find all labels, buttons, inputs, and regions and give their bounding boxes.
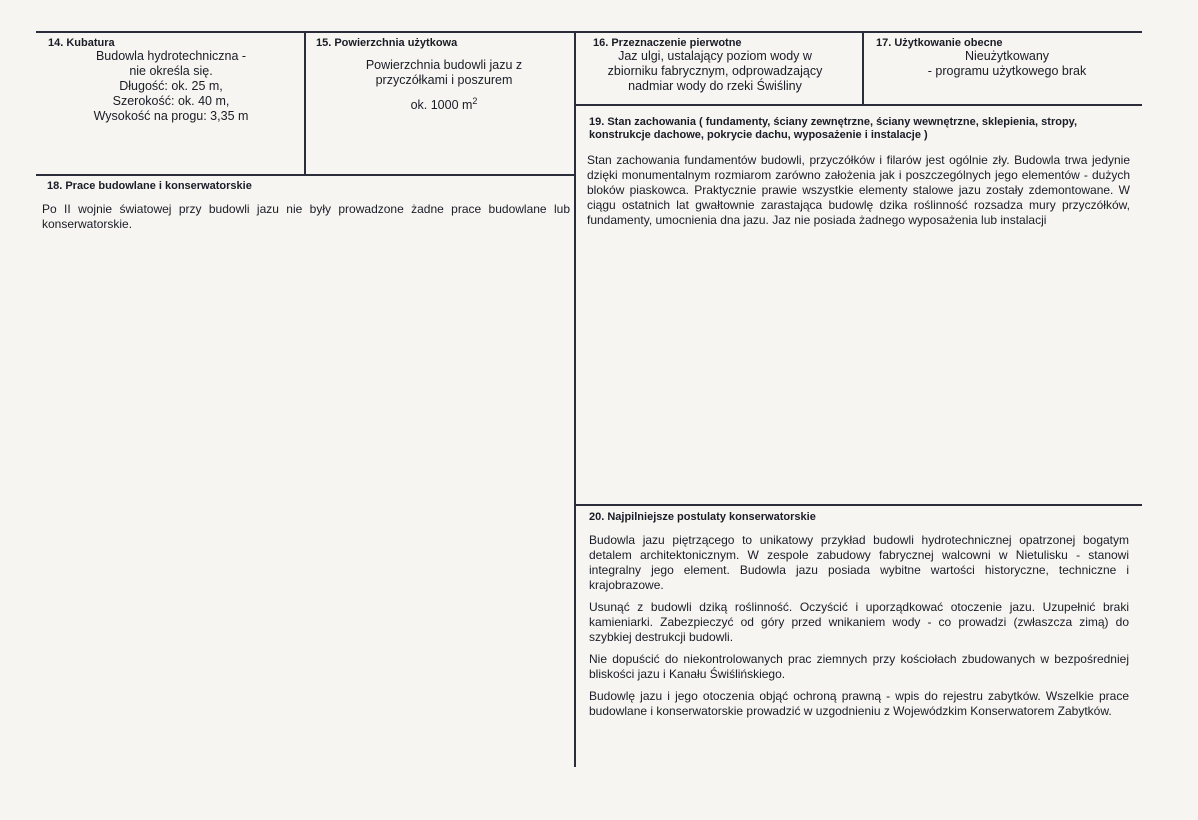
postulate-paragraph: Budowla jazu piętrzącego to unikatowy przykład budowli hydrotechnicznej opatrzonej bogatym detalem architektonicznym. W zespole zabudowy fabrycznej walcowni w Nietulisku - stanowi integralny jego element. Budowla jazu posiada wybitne wartości historyczne, techniczne i krajobrazowe. bbox=[589, 533, 1129, 592]
section-15-label: 15. Powierzchnia użytkowa bbox=[316, 37, 458, 49]
kubatura-line: Szerokość: ok. 40 m, bbox=[112, 94, 230, 108]
section-19-label-line2: konstrukcje dachowe, pokrycie dachu, wyposażenie i instalacje ) bbox=[589, 129, 928, 141]
rule-above-19 bbox=[576, 104, 1142, 106]
usage-line: Nieużytkowany bbox=[964, 49, 1050, 63]
section-20-postulaty bbox=[589, 511, 1129, 726]
section-20-label: 20. Najpilniejsze postulaty konserwatorskie bbox=[589, 511, 816, 523]
postulate-paragraph: Budowlę jazu i jego otoczenia objąć ochroną prawną - wpis do rejestru zabytków. Wszelkie prace budowlane i konserwatorskie prowadzić w uzgodnieniu z Wojewódzkim Konserwatorem Zabytków. bbox=[589, 689, 1129, 718]
area-desc-line: przyczółkami i poszurem bbox=[375, 73, 513, 87]
section-14-kubatura bbox=[40, 37, 302, 124]
section-19-stan bbox=[589, 116, 1130, 228]
area-value bbox=[316, 94, 572, 113]
divider-left-right bbox=[574, 31, 576, 767]
area-desc-line: Powierzchnia budowli jazu z bbox=[365, 58, 523, 72]
area-number: ok. 1000 m bbox=[410, 98, 473, 113]
section-20-body bbox=[589, 533, 1129, 719]
section-15-powierzchnia bbox=[316, 37, 572, 113]
section-17-uzytkowanie bbox=[876, 37, 1138, 79]
rule-above-18 bbox=[36, 174, 576, 176]
purpose-line: nadmiar wody do rzeki Świśliny bbox=[628, 79, 802, 93]
postulate-paragraph: Usunąć z budowli dziką roślinność. Oczyścić i uporządkować otoczenie jazu. Uzupełnić braki kamieniarki. Zabezpieczyć od góry przed wnikaniem wody - co prowadzi (zwłaszcza zimą) do szybkiej destrukcji budowli. bbox=[589, 600, 1129, 644]
purpose-line: Jaz ulgi, ustalający poziom wody w bbox=[618, 49, 812, 63]
section-17-label: 17. Użytkowanie obecne bbox=[876, 37, 1003, 49]
kubatura-line: Budowla hydrotechniczna - bbox=[95, 49, 247, 63]
section-18-text: Po II wojnie światowej przy budowli jazu nie były prowadzone żadne prace budowlane lub konserwatorskie. bbox=[42, 202, 570, 231]
section-16-label: 16. Przeznaczenie pierwotne bbox=[593, 37, 742, 49]
section-16-przeznaczenie bbox=[590, 37, 860, 94]
postulate-paragraph: Nie dopuścić do niekontrolowanych prac ziemnych przy kościołach zbudowanych w bezpośredniej bliskości jazu i Kanału Świślińskiego. bbox=[589, 652, 1129, 681]
section-18-prace bbox=[42, 180, 570, 232]
rule-above-20 bbox=[576, 504, 1142, 506]
section-19-text: Stan zachowania fundamentów budowli, przyczółków i filarów jest ogólnie zły. Budowla trwa jedynie dzięki monumentalnym rozmiarom zarówno założenia jak i poszczególnych jego elementów - dużych bloków piaskowca. Praktycznie prawie wszystkie elementy stalowe jazu zostały zdemontowane. W ciągu ostatnich lat gwałtownie zarastająca budowlę dzika roślinność rozsadza mury przyczółków, fundamenty, umocnienia dna jazu. Jaz nie posiada żadnego wyposażenia lub instalacji bbox=[587, 153, 1130, 227]
purpose-line: zbiorniku fabrycznym, odprowadzający bbox=[607, 64, 823, 78]
kubatura-line: Długość: ok. 25 m, bbox=[119, 79, 223, 93]
section-19-label-line1: 19. Stan zachowania ( fundamenty, ściany zewnętrzne, ściany wewnętrzne, sklepienia, stropy, bbox=[589, 116, 1078, 128]
section-18-label: 18. Prace budowlane i konserwatorskie bbox=[47, 180, 252, 192]
divider-16-17 bbox=[862, 31, 864, 105]
usage-line: - programu użytkowego brak bbox=[927, 64, 1087, 78]
area-superscript: 2 bbox=[472, 96, 478, 106]
kubatura-line: Wysokość na progu: 3,35 m bbox=[93, 109, 249, 123]
divider-14-15 bbox=[304, 31, 306, 175]
kubatura-line: nie określa się. bbox=[129, 64, 213, 78]
top-border bbox=[36, 31, 1142, 33]
section-14-label: 14. Kubatura bbox=[48, 37, 115, 49]
